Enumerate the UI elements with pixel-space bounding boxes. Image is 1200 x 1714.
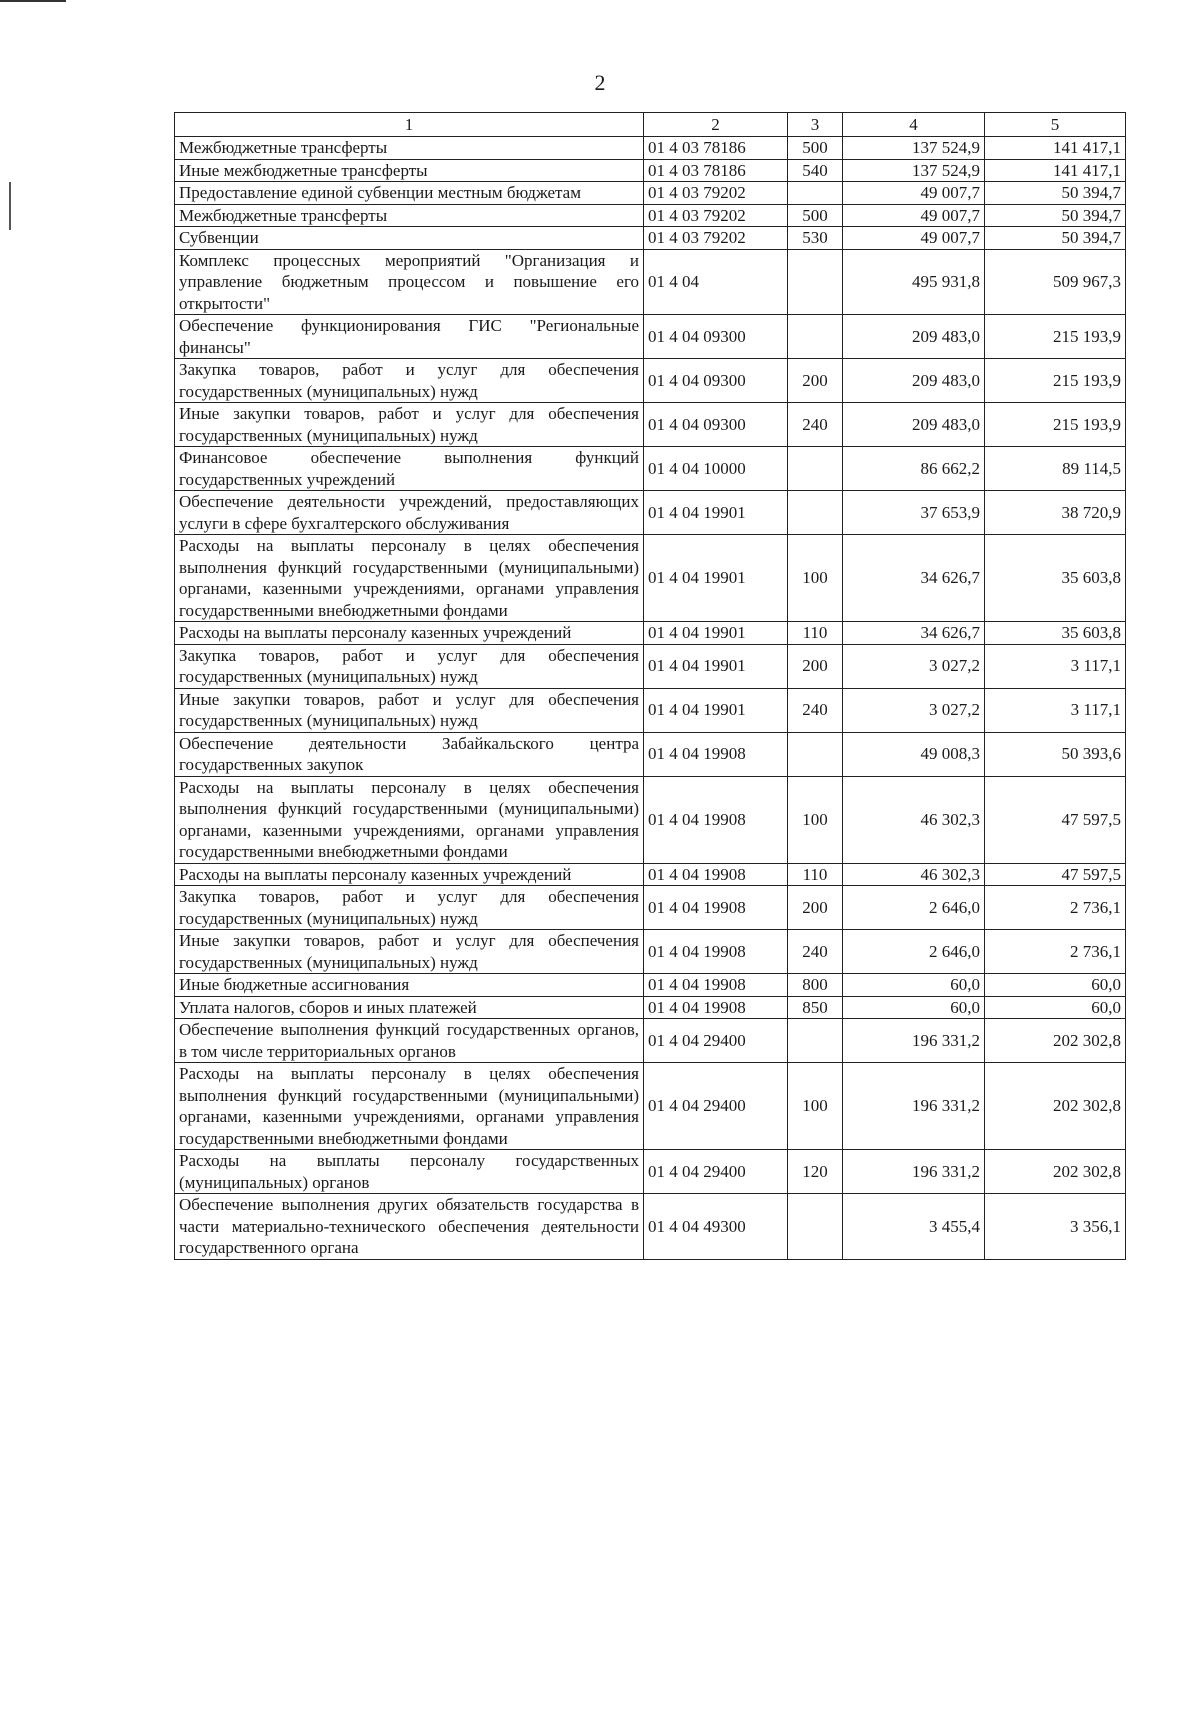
expense-name-cell: Расходы на выплаты персоналу государственных (муниципальных) органов [175,1150,644,1194]
expense-type-code-cell: 120 [788,1150,843,1194]
target-article-code-cell: 01 4 04 19908 [644,863,788,886]
target-article-code-cell: 01 4 04 29400 [644,1019,788,1063]
target-article-code-cell: 01 4 04 19908 [644,974,788,997]
amount-column-5-cell: 141 417,1 [985,137,1126,160]
amount-column-5-cell: 202 302,8 [985,1063,1126,1150]
expense-name-cell: Иные закупки товаров, работ и услуг для обеспечения государственных (муниципальных) нужд [175,688,644,732]
expense-name-cell: Иные бюджетные ассигнования [175,974,644,997]
table-row [175,732,1126,776]
amount-column-5-cell: 50 393,6 [985,732,1126,776]
amount-column-4-cell: 34 626,7 [843,622,985,645]
table-row [175,1063,1126,1150]
amount-column-5-cell: 38 720,9 [985,491,1126,535]
amount-column-4-cell: 137 524,9 [843,159,985,182]
target-article-code-cell: 01 4 04 19908 [644,930,788,974]
target-article-code-cell: 01 4 04 19901 [644,535,788,622]
table-row [175,249,1126,315]
table-row [175,137,1126,160]
expense-type-code-cell: 240 [788,930,843,974]
amount-column-4-cell: 46 302,3 [843,863,985,886]
expense-name-cell: Межбюджетные трансферты [175,204,644,227]
amount-column-4-cell: 209 483,0 [843,359,985,403]
expense-type-code-cell: 100 [788,535,843,622]
expense-name-cell: Субвенции [175,227,644,250]
column-header-2: 2 [644,113,788,137]
amount-column-4-cell: 2 646,0 [843,930,985,974]
expense-type-code-cell [788,1019,843,1063]
table-row [175,863,1126,886]
expense-type-code-cell [788,447,843,491]
table-row [175,204,1126,227]
table-row [175,359,1126,403]
expense-type-code-cell [788,491,843,535]
amount-column-5-cell: 60,0 [985,996,1126,1019]
amount-column-5-cell: 47 597,5 [985,863,1126,886]
expense-name-cell: Иные закупки товаров, работ и услуг для обеспечения государственных (муниципальных) нужд [175,930,644,974]
amount-column-4-cell: 196 331,2 [843,1150,985,1194]
scan-margin-mark [9,182,11,230]
expense-type-code-cell [788,732,843,776]
expense-name-cell: Расходы на выплаты персоналу в целях обеспечения выполнения функций государственными (муниципальными) органами, казенными учреждениями, органами управления государственными внебюджетными фондами [175,1063,644,1150]
expense-type-code-cell: 100 [788,1063,843,1150]
expense-name-cell: Расходы на выплаты персоналу в целях обеспечения выполнения функций государственными (муниципальными) органами, казенными учреждениями, органами управления государственными внебюджетными фондами [175,535,644,622]
column-header-4: 4 [843,113,985,137]
expense-name-cell: Обеспечение функционирования ГИС "Региональные финансы" [175,315,644,359]
target-article-code-cell: 01 4 04 29400 [644,1063,788,1150]
table-row [175,1019,1126,1063]
amount-column-5-cell: 35 603,8 [985,622,1126,645]
amount-column-4-cell: 49 007,7 [843,204,985,227]
amount-column-4-cell: 196 331,2 [843,1063,985,1150]
expense-name-cell: Уплата налогов, сборов и иных платежей [175,996,644,1019]
amount-column-4-cell: 3 027,2 [843,688,985,732]
amount-column-4-cell: 209 483,0 [843,403,985,447]
target-article-code-cell: 01 4 03 79202 [644,204,788,227]
table-row [175,688,1126,732]
scan-edge-mark [0,0,66,2]
expense-name-cell: Обеспечение выполнения функций государственных органов, в том числе территориальных органов [175,1019,644,1063]
table-row [175,227,1126,250]
amount-column-5-cell: 215 193,9 [985,359,1126,403]
expense-name-cell: Комплекс процессных мероприятий "Организация и управление бюджетным процессом и повышение его открытости" [175,249,644,315]
table-row [175,1194,1126,1260]
amount-column-5-cell: 47 597,5 [985,776,1126,863]
table-row [175,535,1126,622]
table-row [175,776,1126,863]
expense-type-code-cell [788,182,843,205]
amount-column-4-cell: 3 027,2 [843,644,985,688]
table-row [175,930,1126,974]
amount-column-5-cell: 3 117,1 [985,644,1126,688]
expense-type-code-cell [788,1194,843,1260]
expense-type-code-cell: 110 [788,622,843,645]
expense-type-code-cell: 540 [788,159,843,182]
table-row [175,886,1126,930]
target-article-code-cell: 01 4 03 78186 [644,137,788,160]
target-article-code-cell: 01 4 03 78186 [644,159,788,182]
expense-name-cell: Обеспечение выполнения других обязательств государства в части материально-технического обеспечения деятельности государственного органа [175,1194,644,1260]
column-header-1: 1 [175,113,644,137]
expense-name-cell: Закупка товаров, работ и услуг для обеспечения государственных (муниципальных) нужд [175,886,644,930]
table-row [175,644,1126,688]
table-row [175,403,1126,447]
target-article-code-cell: 01 4 03 79202 [644,182,788,205]
expense-type-code-cell: 800 [788,974,843,997]
target-article-code-cell: 01 4 04 09300 [644,359,788,403]
expense-name-cell: Обеспечение деятельности учреждений, предоставляющих услуги в сфере бухгалтерского обслуживания [175,491,644,535]
table-row [175,622,1126,645]
table-row [175,159,1126,182]
target-article-code-cell: 01 4 04 19901 [644,491,788,535]
page-number: 2 [594,70,606,95]
target-article-code-cell: 01 4 04 09300 [644,403,788,447]
expense-name-cell: Расходы на выплаты персоналу казенных учреждений [175,863,644,886]
target-article-code-cell: 01 4 04 29400 [644,1150,788,1194]
expense-type-code-cell: 500 [788,137,843,160]
amount-column-5-cell: 50 394,7 [985,204,1126,227]
table-row [175,315,1126,359]
amount-column-5-cell: 509 967,3 [985,249,1126,315]
amount-column-5-cell: 202 302,8 [985,1019,1126,1063]
target-article-code-cell: 01 4 04 10000 [644,447,788,491]
amount-column-5-cell: 2 736,1 [985,886,1126,930]
amount-column-5-cell: 60,0 [985,974,1126,997]
table-row [175,996,1126,1019]
amount-column-4-cell: 495 931,8 [843,249,985,315]
amount-column-5-cell: 202 302,8 [985,1150,1126,1194]
target-article-code-cell: 01 4 03 79202 [644,227,788,250]
target-article-code-cell: 01 4 04 49300 [644,1194,788,1260]
expense-name-cell: Закупка товаров, работ и услуг для обеспечения государственных (муниципальных) нужд [175,359,644,403]
amount-column-4-cell: 49 008,3 [843,732,985,776]
expense-type-code-cell: 500 [788,204,843,227]
expense-name-cell: Закупка товаров, работ и услуг для обеспечения государственных (муниципальных) нужд [175,644,644,688]
amount-column-5-cell: 3 117,1 [985,688,1126,732]
column-header-5: 5 [985,113,1126,137]
target-article-code-cell: 01 4 04 19908 [644,886,788,930]
amount-column-5-cell: 215 193,9 [985,403,1126,447]
expense-type-code-cell: 240 [788,403,843,447]
amount-column-4-cell: 49 007,7 [843,182,985,205]
table-row [175,447,1126,491]
target-article-code-cell: 01 4 04 19901 [644,622,788,645]
expense-type-code-cell [788,315,843,359]
target-article-code-cell: 01 4 04 19908 [644,996,788,1019]
expense-type-code-cell: 200 [788,359,843,403]
table-header-row [175,113,1126,137]
amount-column-4-cell: 46 302,3 [843,776,985,863]
amount-column-4-cell: 209 483,0 [843,315,985,359]
expense-type-code-cell: 200 [788,886,843,930]
target-article-code-cell: 01 4 04 19901 [644,688,788,732]
amount-column-4-cell: 60,0 [843,974,985,997]
amount-column-4-cell: 34 626,7 [843,535,985,622]
table-row [175,491,1126,535]
target-article-code-cell: 01 4 04 09300 [644,315,788,359]
expense-name-cell: Межбюджетные трансферты [175,137,644,160]
target-article-code-cell: 01 4 04 19908 [644,776,788,863]
expense-type-code-cell: 200 [788,644,843,688]
expense-name-cell: Расходы на выплаты персоналу в целях обеспечения выполнения функций государственными (муниципальными) органами, казенными учреждениями, органами управления государственными внебюджетными фондами [175,776,644,863]
amount-column-4-cell: 86 662,2 [843,447,985,491]
table-row [175,974,1126,997]
expense-name-cell: Иные межбюджетные трансферты [175,159,644,182]
budget-table [174,112,1126,1260]
amount-column-5-cell: 50 394,7 [985,227,1126,250]
target-article-code-cell: 01 4 04 19908 [644,732,788,776]
amount-column-4-cell: 60,0 [843,996,985,1019]
amount-column-5-cell: 50 394,7 [985,182,1126,205]
expense-name-cell: Расходы на выплаты персоналу казенных учреждений [175,622,644,645]
table-row [175,1150,1126,1194]
amount-column-4-cell: 49 007,7 [843,227,985,250]
amount-column-5-cell: 215 193,9 [985,315,1126,359]
amount-column-5-cell: 89 114,5 [985,447,1126,491]
amount-column-5-cell: 35 603,8 [985,535,1126,622]
expense-name-cell: Финансовое обеспечение выполнения функций государственных учреждений [175,447,644,491]
expense-type-code-cell [788,249,843,315]
expense-type-code-cell: 110 [788,863,843,886]
target-article-code-cell: 01 4 04 19901 [644,644,788,688]
expense-name-cell: Предоставление единой субвенции местным бюджетам [175,182,644,205]
amount-column-4-cell: 37 653,9 [843,491,985,535]
table-row [175,182,1126,205]
expense-name-cell: Иные закупки товаров, работ и услуг для обеспечения государственных (муниципальных) нужд [175,403,644,447]
expense-name-cell: Обеспечение деятельности Забайкальского центра государственных закупок [175,732,644,776]
amount-column-4-cell: 196 331,2 [843,1019,985,1063]
amount-column-4-cell: 3 455,4 [843,1194,985,1260]
amount-column-4-cell: 137 524,9 [843,137,985,160]
expense-type-code-cell: 240 [788,688,843,732]
expense-type-code-cell: 530 [788,227,843,250]
amount-column-5-cell: 141 417,1 [985,159,1126,182]
target-article-code-cell: 01 4 04 [644,249,788,315]
amount-column-4-cell: 2 646,0 [843,886,985,930]
amount-column-5-cell: 3 356,1 [985,1194,1126,1260]
table-body [175,137,1126,1260]
expense-type-code-cell: 100 [788,776,843,863]
column-header-3: 3 [788,113,843,137]
expense-type-code-cell: 850 [788,996,843,1019]
amount-column-5-cell: 2 736,1 [985,930,1126,974]
